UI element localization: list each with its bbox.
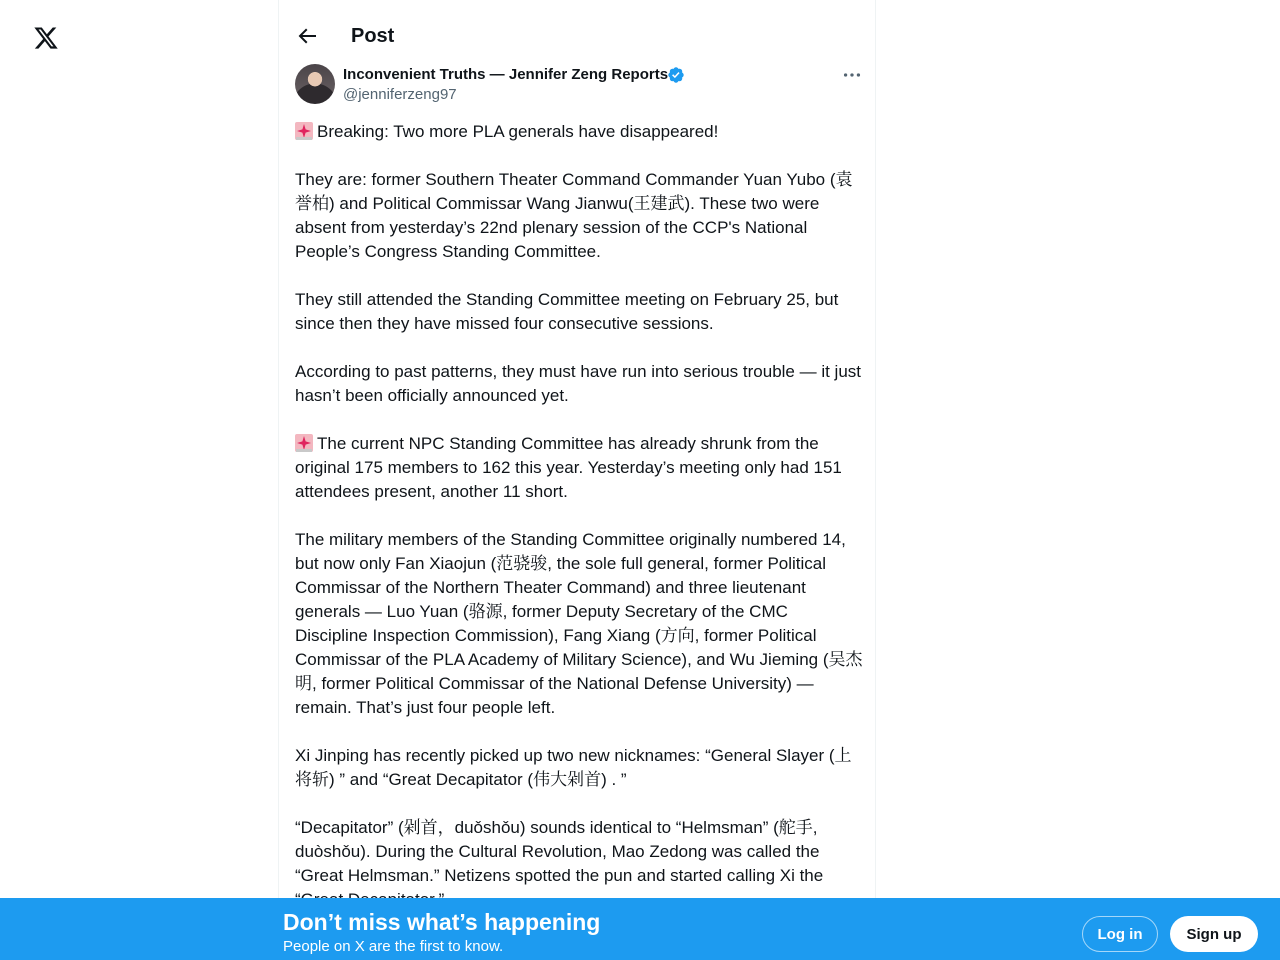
rotating-light-icon	[295, 122, 313, 140]
page-title: Post	[351, 25, 395, 47]
primary-column	[278, 0, 876, 960]
post-text	[295, 120, 863, 936]
banner-subtitle: People on X are the first to know.	[283, 938, 504, 955]
post-paragraph	[295, 120, 863, 144]
rotating-light-icon	[295, 434, 313, 452]
avatar[interactable]	[295, 64, 335, 104]
verified-badge-icon[interactable]	[667, 66, 685, 84]
x-logo-icon[interactable]	[33, 24, 59, 52]
author-handle[interactable]: @jenniferzeng97	[343, 86, 457, 103]
post-text-segment: Breaking: Two more PLA generals have disappeared!	[317, 122, 719, 141]
post-header	[279, 0, 875, 70]
author-name[interactable]: Inconvenient Truths — Jennifer Zeng Reports	[343, 66, 669, 83]
login-button[interactable]: Log in	[1082, 916, 1158, 952]
arrow-left-icon[interactable]	[295, 24, 319, 48]
banner-title: Don’t miss what’s happening	[283, 909, 601, 935]
post-paragraph	[295, 432, 863, 504]
post-paragraph: They still attended the Standing Committee meeting on February 25, but since then they have missed four consecutive sessions.	[295, 290, 839, 333]
signup-button[interactable]: Sign up	[1170, 916, 1258, 952]
post-paragraph: “Decapitator” (剁首，duǒshǒu) sounds identical to “Helmsman” (舵手, duòshǒu). During the Cultural Revolution, Mao Zedong was called the “Great Helmsman.” Netizens spotted the pun and started calling Xi the	[295, 818, 824, 885]
post-paragraph: They are: former Southern Theater Command Commander Yuan Yubo (袁誉柏) and Political Commissar Wang Jianwu(王建武). These two were absent from yesterday’s 22nd plenary session of the CCP's National People’s Congress Standing Committee.	[295, 170, 853, 261]
post-paragraph: According to past patterns, they must have run into serious trouble — it just hasn’t been officially announced yet.	[295, 362, 862, 405]
signup-banner	[0, 898, 1280, 960]
more-dots-icon[interactable]	[841, 64, 863, 86]
post-paragraph: The military members of the Standing Committee originally numbered 14, but now only Fan Xiaojun (范骁骏, the sole full general, former Political Commissar of the Northern Theater Command) and three lieutenant generals — Luo Yuan (骆源, former Deputy Secretary of the CMC Discipline Inspection Commission), Fang Xiang (方向, former Political Commissar of the PLA Academy of Military Science), and Wu Jieming (吴杰明, former Political Commissar of the National Defense University) — remain. That’s just four people left.	[295, 530, 863, 717]
post-text-segment: The current NPC Standing Committee has already shrunk from the original 175 members to 162 this year. Yesterday’s meeting only had 151 attendees present, another 11 short.	[295, 434, 842, 501]
post-paragraph: Xi Jinping has recently picked up two new nicknames: “General Slayer (上将斩) ” and “Great Decapitator (伟大剁首) . ”	[295, 746, 852, 789]
